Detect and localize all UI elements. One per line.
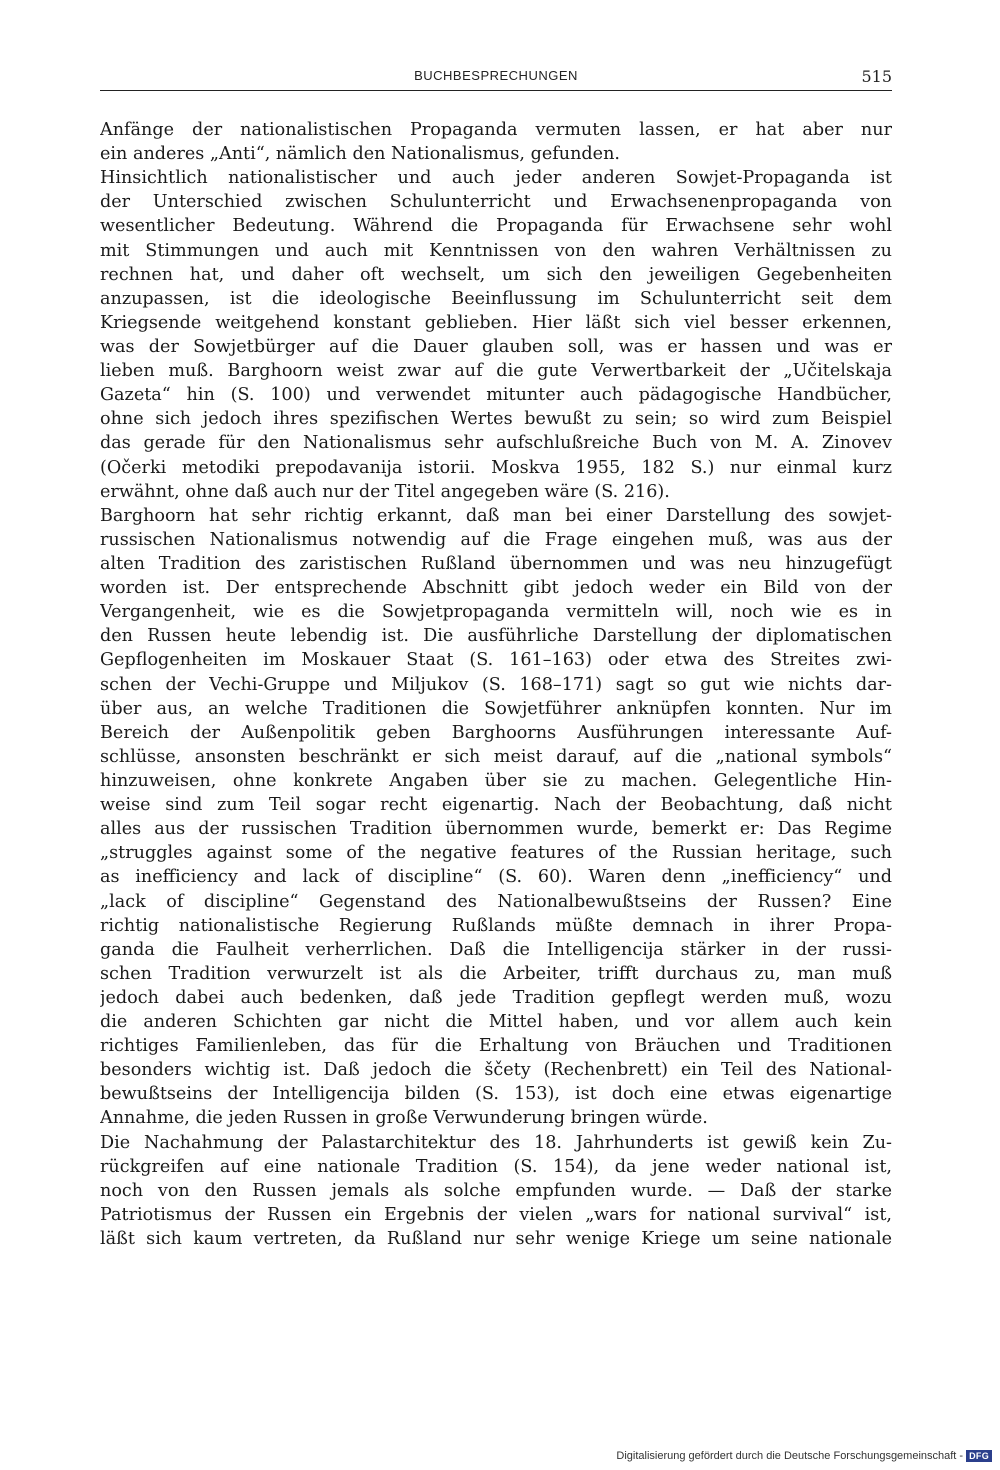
text-line: Anfänge der nationalistischen Propaganda vermuten lassen, er hat aber nur <box>100 120 892 140</box>
text-line: Hinsichtlich nationalistischer und auch jeder anderen Sowjet-Propaganda ist <box>100 168 892 189</box>
text-line: schen der Vechi-Gruppe und Miljukov (S. 168–171) sagt so gut wie nichts dar- <box>100 674 892 695</box>
text-line: wesentlicher Bedeutung. Während die Propaganda für Erwachsene sehr wohl <box>100 216 892 237</box>
text-line: was der Sowjetbürger auf die Dauer glauben soll, was er hassen und was er <box>100 336 892 357</box>
text-line: der Unterschied zwischen Schulunterricht und Erwachsenenpropaganda von <box>100 192 892 213</box>
text-line: as inefficiency and lack of discipline“ (S. 60). Waren denn „inefficiency“ und <box>100 867 892 888</box>
text-line: noch von den Russen jemals als solche empfunden wurde. — Daß der starke <box>100 1180 892 1201</box>
text-line: russischen Nationalismus notwendig auf die Frage eingehen muß, was aus der <box>100 529 892 550</box>
text-line: Patriotismus der Russen ein Ergebnis der vielen „wars for national survival“ ist, <box>100 1204 892 1225</box>
text-line: Barghoorn hat sehr richtig erkannt, daß man bei einer Darstellung des sowjet- <box>100 505 892 526</box>
text-line: mit Stimmungen und auch mit Kenntnissen von den wahren Verhältnissen zu <box>100 240 892 261</box>
text-line: bewußtseins der Intelligencija bilden (S. 153), ist doch eine etwas eigenartige <box>100 1084 892 1105</box>
text-line: ohne sich jedoch ihres spezifischen Wertes bewußt zu sein; so wird zum Beispiel <box>100 409 892 430</box>
text-line: über aus, an welche Traditionen die Sowjetführer anknüpfen konnten. Nur im <box>100 698 892 719</box>
text-line: das gerade für den Nationalismus sehr aufschlußreiche Buch von M. A. Zinovev <box>100 433 892 454</box>
text-line: erwähnt, ohne daß auch nur der Titel angegeben wäre (S. 216). <box>100 481 670 502</box>
text-line: anzupassen, ist die ideologische Beeinflussung im Schulunterricht seit dem <box>100 288 892 309</box>
text-line: Vergangenheit, wie es die Sowjetpropaganda vermitteln will, noch wie es in <box>100 602 892 623</box>
text-line: lieben muß. Barghoorn weist zwar auf die gute Verwertbarkeit der „Učitelskaja <box>100 361 892 382</box>
text-line: „lack of discipline“ Gegenstand des Nationalbewußtseins der Russen? Eine <box>100 891 892 912</box>
text-line: den Russen heute lebendig ist. Die ausführliche Darstellung der diplomatischen <box>100 626 892 647</box>
text-line: Gepflogenheiten im Moskauer Staat (S. 161–163) oder etwa des Streites zwi- <box>100 650 892 671</box>
text-line: worden ist. Der entsprechende Abschnitt gibt jedoch weder ein Bild von der <box>100 578 892 599</box>
text-line: richtiges Familienleben, das für die Erhaltung von Bräuchen und Traditionen <box>100 1036 892 1057</box>
text-line: jedoch dabei auch bedenken, daß jede Tradition gepflegt werden muß, wozu <box>100 987 892 1008</box>
text-line: läßt sich kaum vertreten, da Rußland nur sehr wenige Kriege um seine nationale <box>100 1229 892 1250</box>
text-line: richtig nationalistische Regierung Rußlands müßte demnach in ihrer Propa- <box>100 915 892 936</box>
digitization-note: Digitalisierung gefördert durch die Deutsche Forschungsgemeinschaft - <box>616 1450 964 1462</box>
text-line: (Očerki metodiki prepodavanija istorii. Moskva 1955, 182 S.) nur einmal kurz <box>100 457 892 478</box>
text-line: Die Nachahmung der Palastarchitektur des 18. Jahrhunderts ist gewiß kein Zu- <box>100 1132 892 1153</box>
text-line: Bereich der Außenpolitik geben Barghoorns Ausführungen interessante Auf- <box>100 722 892 743</box>
dfg-logo: DFG <box>966 1450 992 1462</box>
text-line: weise sind zum Teil sogar recht eigenartig. Nach der Beobachtung, daß nicht <box>100 795 892 816</box>
text-line: alten Tradition des zaristischen Rußland übernommen und was neu hinzugefügt <box>100 553 892 574</box>
text-line: ein anderes „Anti“, nämlich den Nationalismus, gefunden. <box>100 144 621 165</box>
text-line: rechnen hat, und daher oft wechselt, um sich den jeweiligen Gegebenheiten <box>100 264 892 285</box>
text-line: Kriegsende weitgehend konstant geblieben. Hier läßt sich viel besser erkennen, <box>100 312 892 333</box>
text-line: Annahme, die jeden Russen in große Verwunderung bringen würde. <box>100 1108 708 1129</box>
running-title: BUCHBESPRECHUNGEN <box>414 68 578 83</box>
text-line: alles aus der russischen Tradition übernommen wurde, bemerkt er: Das Regime <box>100 819 892 840</box>
body-text <box>100 118 892 1251</box>
page-number: 515 <box>861 67 892 86</box>
text-line: besonders wichtig ist. Daß jedoch die ščety (Rechenbrett) ein Teil des National- <box>100 1060 892 1081</box>
text-line: Gazeta“ hin (S. 100) und verwendet mitunter auch pädagogische Handbücher, <box>100 385 892 406</box>
text-line: schlüsse, ansonsten beschränkt er sich meist darauf, auf die „national symbols“ <box>100 746 892 767</box>
running-header <box>100 64 892 91</box>
text-line: hinzuweisen, ohne konkrete Angaben über sie zu machen. Gelegentliche Hin- <box>100 770 892 791</box>
text-line: die anderen Schichten gar nicht die Mittel haben, und vor allem auch kein <box>100 1012 892 1033</box>
text-line: „struggles against some of the negative features of the Russian heritage, such <box>100 843 892 864</box>
text-line: rückgreifen auf eine nationale Tradition (S. 154), da jene weder national ist, <box>100 1156 892 1177</box>
text-line: ganda die Faulheit verherrlichen. Daß die Intelligencija stärker in der russi- <box>100 939 892 960</box>
digitization-footer <box>616 1450 992 1462</box>
text-line: schen Tradition verwurzelt ist als die Arbeiter, trifft durchaus zu, man muß <box>100 963 892 984</box>
